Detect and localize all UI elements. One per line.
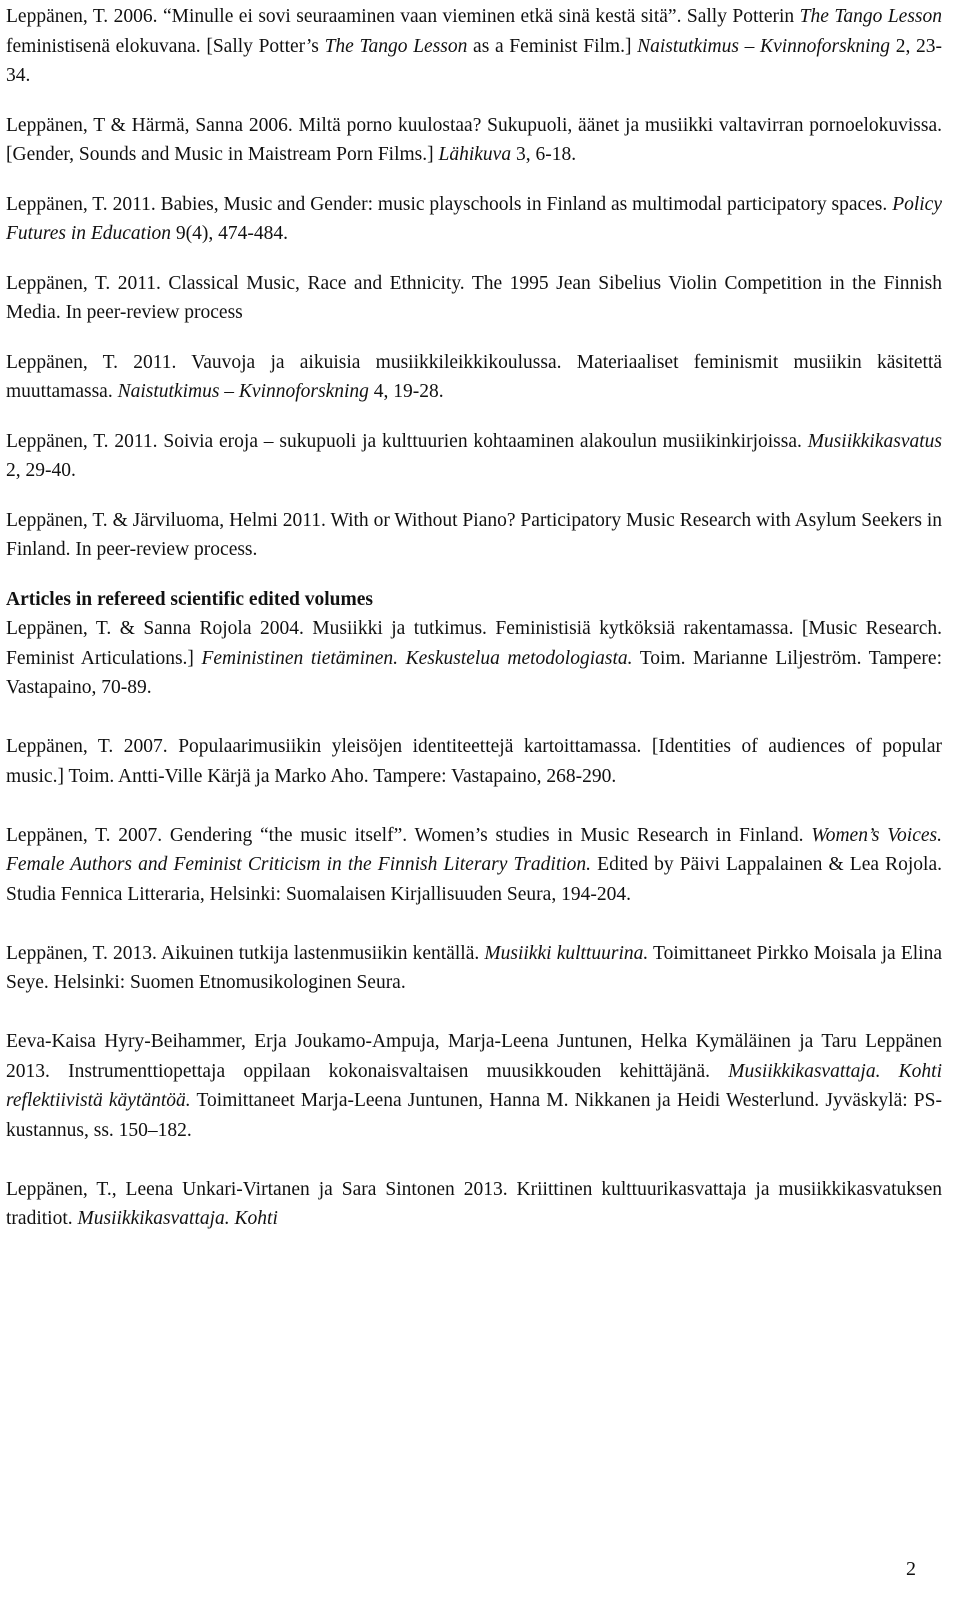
italic-title: Policy Futures in Education [6,193,942,244]
reference-entry [6,269,942,328]
italic-title: The Tango Lesson [324,35,468,57]
entry-text: Leppänen, T., Leena Unkari-Virtanen ja Sara Sintonen 2013. Kriittinen kulttuurikasvattaja ja musiikkikasvatuksen traditiot. [6,1178,942,1229]
document-page [6,2,942,1234]
entry-text: Toimittaneet Pirkko Moisala ja Elina Seye. Helsinki: Suomen Etnomusikologinen Seura. [6,942,942,993]
reference-entry [6,1027,942,1145]
spacer [6,486,942,506]
entry-text: Leppänen, T. & Järviluoma, Helmi 2011. With or Without Piano? Participatory Music Research with Asylum Seekers in Finland. In peer-review process. [6,509,942,560]
reference-entry [6,2,942,91]
italic-title: Musiikkikasvattaja. Kohti reflektiivistä käytäntöä. [6,1060,943,1111]
entry-text: feministisenä elokuvana. [Sally Potter’s [6,35,325,57]
reference-entry [6,939,942,998]
section-heading: Articles in refereed scientific edited volumes [6,588,373,610]
italic-title: Women’s Voices. Female Authors and Feminist Criticism in the Finnish Literary Tradition. [6,824,942,875]
spacer [6,909,942,939]
entry-text: 4, 19-28. [368,381,444,402]
entry-text: Leppänen, T. 2011. Vauvoja ja aikuisia musiikkileikkikoulussa. Materiaaliset feminismit musiikin käsitettä muuttamassa. [6,351,942,402]
entry-text: Leppänen, T. 2011. Babies, Music and Gender: music playschools in Finland as multimodal participatory spaces. [6,193,893,215]
spacer [6,170,942,190]
reference-entry [6,732,942,791]
entry-text: Toim. Marianne Liljeström. Tampere: Vastapaino, 70-89. [6,647,942,698]
entry-text: 2, 29-40. [6,460,76,481]
spacer [6,703,942,733]
reference-entry [6,506,942,565]
entry-text: Leppänen, T. 2013. Aikuinen tutkija lastenmusiikin kentällä. [6,942,485,964]
italic-title: Musiikkikasvatus [807,430,942,452]
spacer [6,249,942,269]
italic-title: Musiikki kulttuurina. [484,942,649,964]
entry-text: Leppänen, T. 2011. Soivia eroja – sukupuoli ja kulttuurien kohtaaminen alakoulun musiikinkirjoissa. [6,430,808,452]
entry-text: Leppänen, T. 2011. Classical Music, Race and Ethnicity. The 1995 Jean Sibelius Violin Competition in the Finnish Media. In peer-review process [6,272,942,323]
entry-text: 3, 6-18. [511,144,577,165]
reference-entry [6,190,942,249]
entry-text: Leppänen, T & Härmä, Sanna 2006. Miltä porno kuulostaa? Sukupuoli, äänet ja musiikki valtavirran pornoelokuvissa. [Gender, Sounds and Music in Maistream Porn Films.] [6,114,942,165]
italic-title: The Tango Lesson [799,6,943,27]
spacer [6,565,942,585]
reference-entry [6,821,942,910]
entry-text: 9(4), 474-484. [171,223,288,244]
reference-entry [6,1175,942,1234]
reference-entry [6,111,942,170]
italic-title: Naistutkimus – Kvinnoforskning [117,381,369,402]
reference-entry [6,614,942,703]
italic-title: Lähikuva [438,144,512,165]
spacer [6,1145,942,1175]
entry-text: Leppänen, T. 2006. “Minulle ei sovi seuraaminen vaan vieminen etkä sinä kestä sitä”. Sally Potterin [6,6,800,27]
entry-text: Toimittaneet Marja-Leena Juntunen, Hanna M. Nikkanen ja Heidi Westerlund. Jyväskylä: PS-kustannus, ss. 150–182. [6,1090,942,1141]
italic-title: Musiikkikasvattaja. Kohti [77,1208,278,1229]
spacer [6,328,942,348]
spacer [6,91,942,111]
page-number: 2 [906,1558,916,1580]
reference-entry [6,348,942,407]
entry-text: Eeva-Kaisa Hyry-Beihammer, Erja Joukamo-Ampuja, Marja-Leena Juntunen, Helka Kymäläinen ja Taru Leppänen 2013. Instrumenttiopettaja oppilaan kokonaisvaltaisen muusikkouden kehittäjänä. [6,1031,942,1082]
entry-text: Leppänen, T. 2007. Gendering “the music itself”. Women’s studies in Music Research in Finland. [6,824,812,846]
italic-title: Feministinen tietäminen. Keskustelua metodologiasta. [201,647,633,669]
entry-text: 2, 23-34. [6,35,943,86]
spacer [6,407,942,427]
spacer [6,998,942,1028]
entry-text: Leppänen, T. 2007. Populaarimusiikin yleisöjen identiteettejä kartoittamassa. [Identities of audiences of popular music.] Toim. Antti-Ville Kärjä ja Marko Aho. Tampere: Vastapaino, 268-290. [6,736,942,787]
reference-entry [6,427,942,486]
entry-text: Edited by Päivi Lappalainen & Lea Rojola. Studia Fennica Litteraria, Helsinki: Suomalaisen Kirjallisuuden Seura, 194-204. [6,854,942,905]
entry-text: Leppänen, T. & Sanna Rojola 2004. Musiikki ja tutkimus. Feministisiä kytköksiä rakentamassa. [Music Research. Feminist Articulations.] [6,618,942,669]
spacer [6,791,942,821]
italic-title: Naistutkimus – Kvinnoforskning [637,35,891,57]
entry-text: as a Feminist Film.] [467,35,638,57]
